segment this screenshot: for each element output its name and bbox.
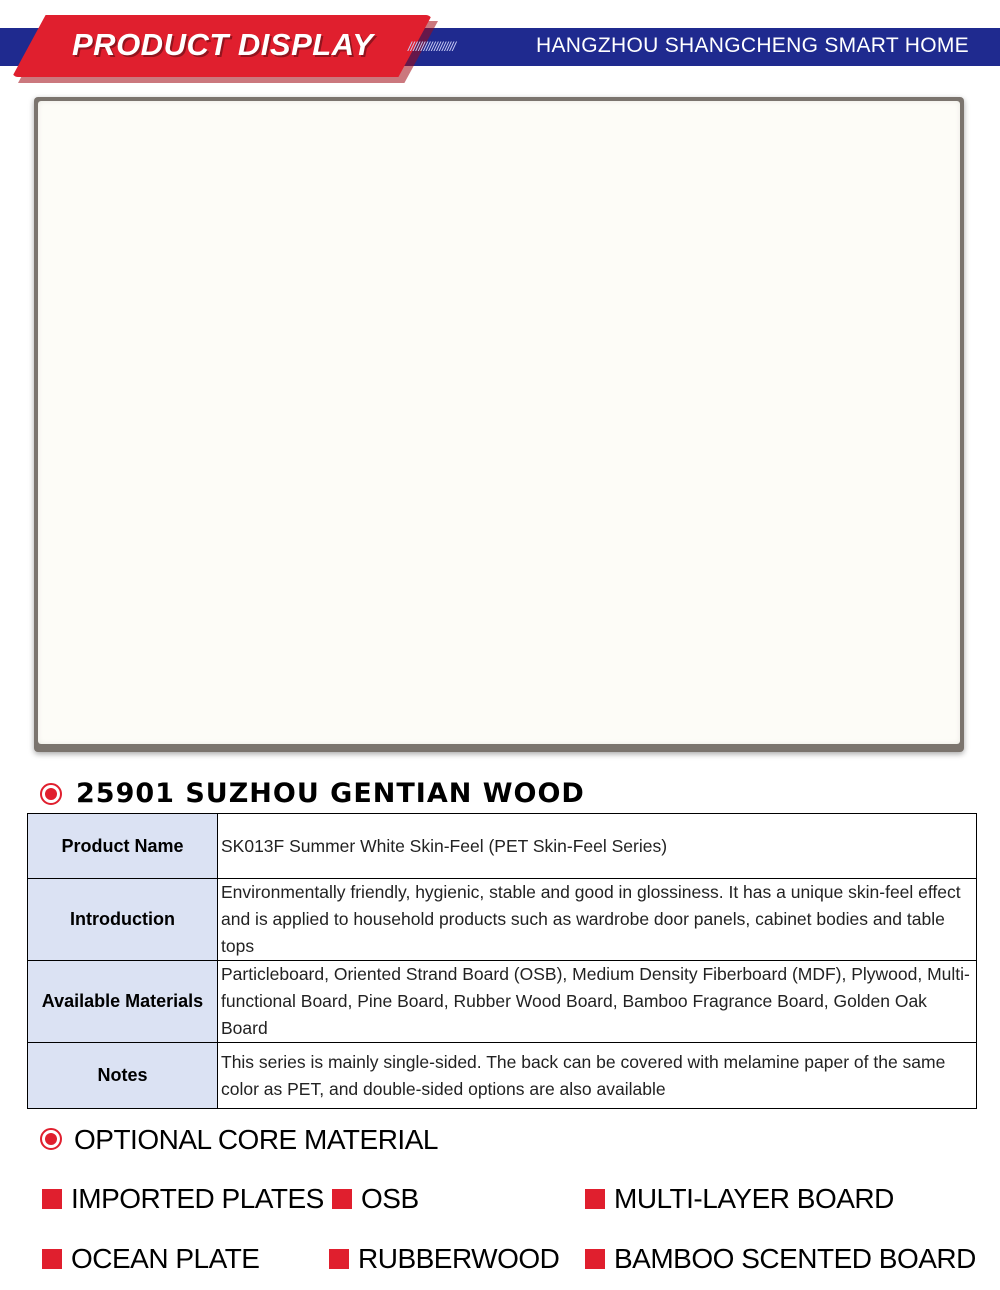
table-row xyxy=(28,1043,977,1109)
section-bullet-icon xyxy=(40,783,62,805)
row-label: Product Name xyxy=(28,814,218,879)
spec-table xyxy=(27,813,977,1109)
square-bullet-icon xyxy=(332,1189,352,1209)
product-title: 25901 SUZHOU GENTIAN WOOD xyxy=(76,778,585,809)
square-bullet-icon xyxy=(585,1189,605,1209)
material-label: MULTI-LAYER BOARD xyxy=(614,1183,894,1214)
row-label: Notes xyxy=(28,1043,218,1109)
row-value: Environmentally friendly, hygienic, stable and good in glossiness. It has a unique skin-feel effect and is applied to household products such as wardrobe door panels, cabinet bodies and table tops xyxy=(218,879,977,961)
square-bullet-icon xyxy=(42,1249,62,1269)
material-item xyxy=(42,1182,324,1216)
row-label: Available Materials xyxy=(28,961,218,1043)
material-item xyxy=(42,1242,259,1276)
material-item xyxy=(585,1242,976,1276)
square-bullet-icon xyxy=(585,1249,605,1269)
banner-title: PRODUCT DISPLAY xyxy=(72,27,374,62)
banner-slash-decoration: ////////////////// xyxy=(408,39,456,54)
header-banner xyxy=(0,0,1000,80)
material-label: OCEAN PLATE xyxy=(71,1243,260,1274)
square-bullet-icon xyxy=(42,1189,62,1209)
row-value: This series is mainly single-sided. The back can be covered with melamine paper of the same color as PET, and double-sided options are also available xyxy=(218,1043,977,1109)
table-row xyxy=(28,879,977,961)
material-item xyxy=(585,1182,894,1216)
section-bullet-icon xyxy=(40,1128,62,1150)
material-item xyxy=(332,1182,419,1216)
square-bullet-icon xyxy=(329,1249,349,1269)
material-label: RUBBERWOOD xyxy=(358,1243,560,1274)
company-name: HANGZHOU SHANGCHENG SMART HOME xyxy=(536,34,969,57)
row-value: SK013F Summer White Skin-Feel (PET Skin-Feel Series) xyxy=(218,814,977,879)
product-board-swatch xyxy=(38,101,960,744)
row-value: Particleboard, Oriented Strand Board (OSB), Medium Density Fiberboard (MDF), Plywood, Multi-functional Board, Pine Board, Rubber Wood Board, Bamboo Fragrance Board, Golden Oak Board xyxy=(218,961,977,1043)
core-material-title: OPTIONAL CORE MATERIAL xyxy=(74,1124,438,1155)
material-label: BAMBOO SCENTED BOARD xyxy=(614,1243,976,1274)
table-row xyxy=(28,814,977,879)
material-label: OSB xyxy=(361,1183,419,1214)
row-label: Introduction xyxy=(28,879,218,961)
material-label: IMPORTED PLATES xyxy=(71,1183,324,1214)
material-item xyxy=(329,1242,559,1276)
table-row xyxy=(28,961,977,1043)
product-image xyxy=(34,97,964,752)
